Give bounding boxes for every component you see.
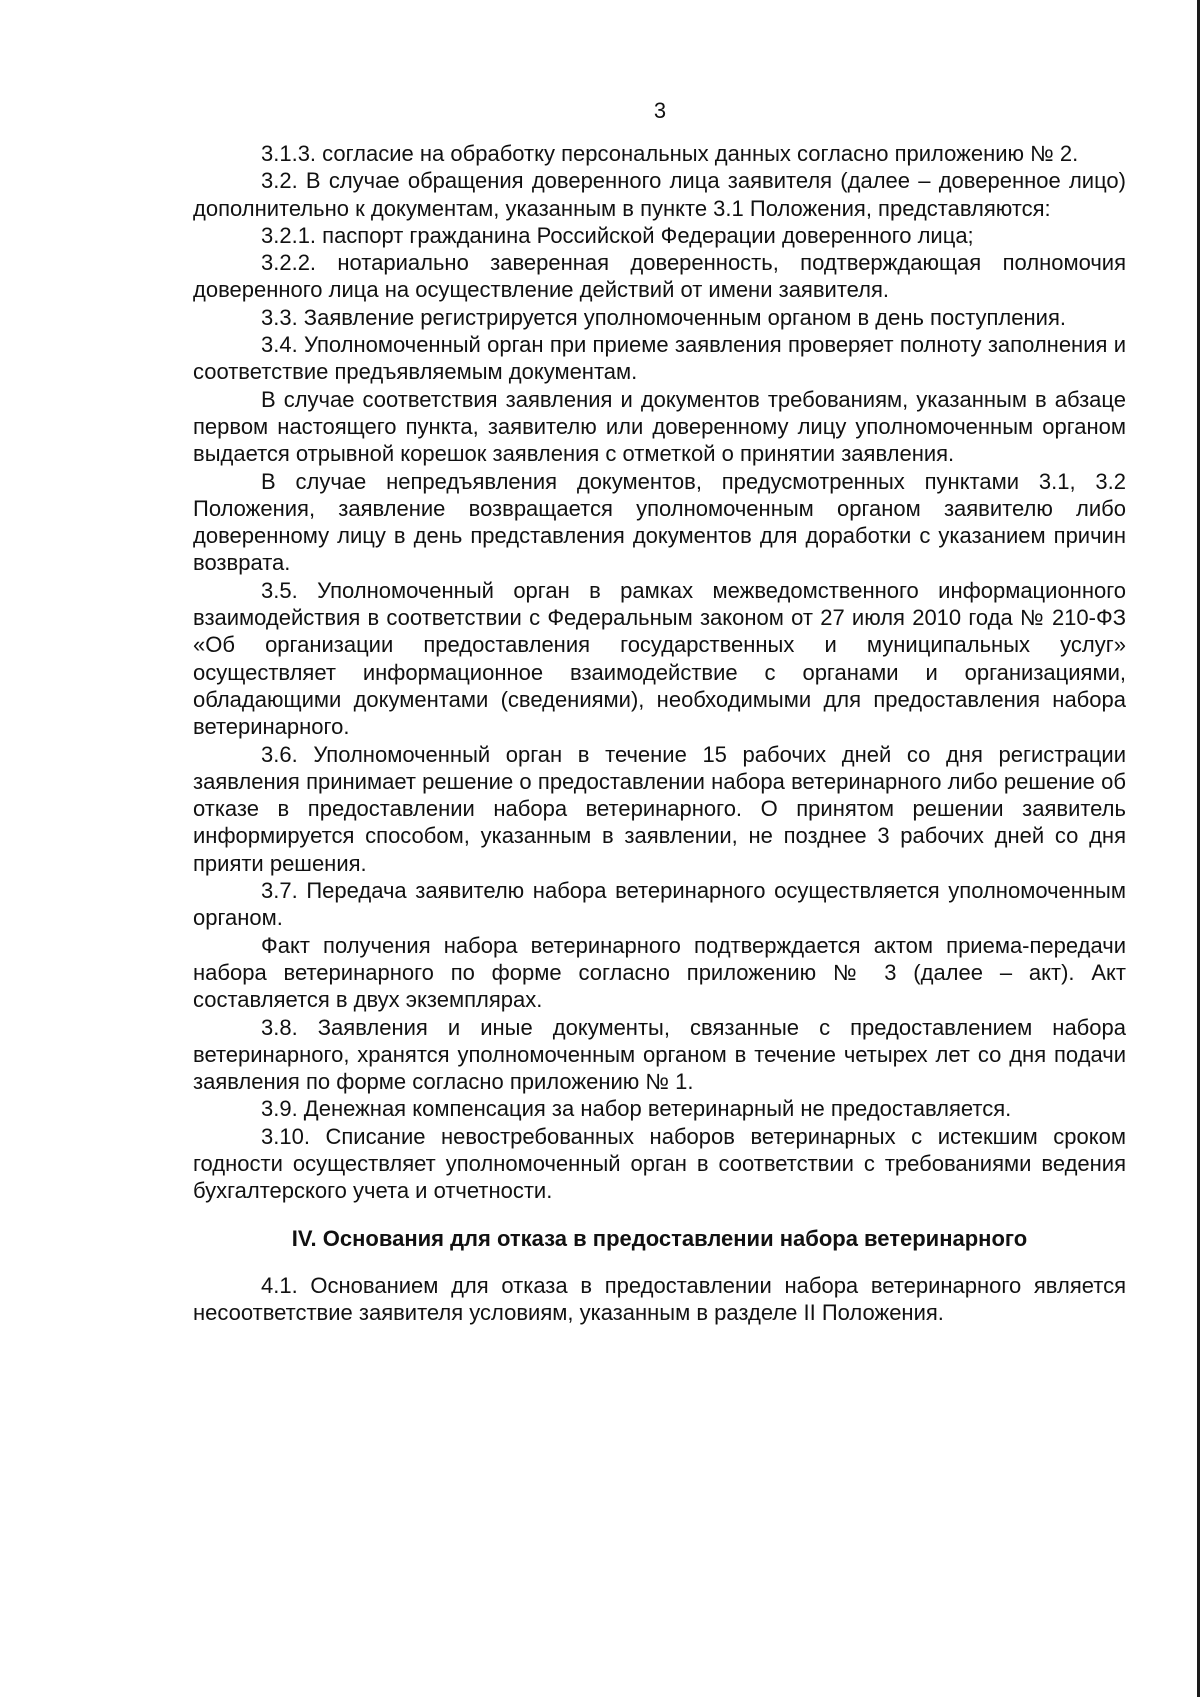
paragraph-3-6: 3.6. Уполномоченный орган в течение 15 рабочих дней со дня регистрации заявления принимает решение о предоставлении набора ветеринарного либо решение об отказе в предоставлении набора ветеринарного. О принятом решении заявитель информируется способом, указанным в заявлении, не позднее 3 рабочих дней со дня прияти решения. — [193, 741, 1126, 876]
paragraph-3-3: 3.3. Заявление регистрируется уполномоченным органом в день поступления. — [261, 304, 1066, 330]
document-body — [193, 140, 1126, 1326]
paragraph-3-1-3: 3.1.3. согласие на обработку персональных данных согласно приложению № 2. — [261, 141, 1079, 166]
paragraph-3-2: 3.2. В случае обращения доверенного лица заявителя (далее – доверенное лицо) дополнительно к документам, указанным в пункте 3.1 Положения, представляются: — [193, 168, 1126, 221]
paragraph-3-8: 3.8. Заявления и иные документы, связанные с предоставлением набора ветеринарного, хранятся уполномоченным органом в течение четырех лет со дня подачи заявления по форме согласно приложению № 1. — [193, 1014, 1126, 1095]
paragraph-3-2-2: 3.2.2. нотариально заверенная доверенность, подтверждающая полномочия доверенного лица на осуществление действий от имени заявителя. — [193, 250, 1126, 303]
paragraph-3-7: 3.7. Передача заявителю набора ветеринарного осуществляется уполномоченным органом. — [193, 878, 1126, 931]
paragraph-4-1: 4.1. Основанием для отказа в предоставлении набора ветеринарного является несоответствие заявителя условиям, указанным в разделе II Положения. — [193, 1272, 1126, 1326]
paragraph-3-4: 3.4. Уполномоченный орган при приеме заявления проверяет полноту заполнения и соответствие предъявляемым документам. — [193, 332, 1126, 385]
paragraph-3-10: 3.10. Списание невостребованных наборов ветеринарных с истекшим сроком годности осуществляет уполномоченный орган в соответствии с требованиями ведения бухгалтерского учета и отчетности. — [193, 1123, 1126, 1204]
paragraph-3-5: 3.5. Уполномоченный орган в рамках межведомственного информационного взаимодействия в соответствии с Федеральным законом от 27 июля 2010 года № 210-ФЗ «Об организации предоставления государственных и муниципальных услуг» осуществляет информационное взаимодействие с органами и организациями, обладающими документами (сведениями), необходимыми для предоставления набора ветеринарного. — [193, 577, 1126, 740]
paragraph-3-9: 3.9. Денежная компенсация за набор ветеринарный не предоставляется. — [261, 1096, 1012, 1122]
paragraph-3-4-compliance: В случае соответствия заявления и документов требованиям, указанным в абзаце первом настоящего пункта, заявителю или доверенному лицу уполномоченным органом выдается отрывной корешок заявления с отметкой о принятии заявления. — [193, 386, 1126, 467]
paragraph-3-4-return: В случае непредъявления документов, предусмотренных пунктами 3.1, 3.2 Положения, заявление возвращается уполномоченным органом заявителю либо доверенному лицу в день представления документов для доработки с указанием причин возврата. — [193, 468, 1126, 576]
page-number: 3 — [653, 98, 667, 123]
section-heading-iv: IV. Основания для отказа в предоставлении набора ветеринарного — [291, 1225, 1028, 1251]
paragraph-3-2-1: 3.2.1. паспорт гражданина Российской Федерации доверенного лица; — [261, 222, 974, 248]
paragraph-3-7-act: Факт получения набора ветеринарного подтверждается актом приема-передачи набора ветеринарного по форме согласно приложению № 3 (далее – акт). Акт составляется в двух экземплярах. — [193, 932, 1126, 1013]
